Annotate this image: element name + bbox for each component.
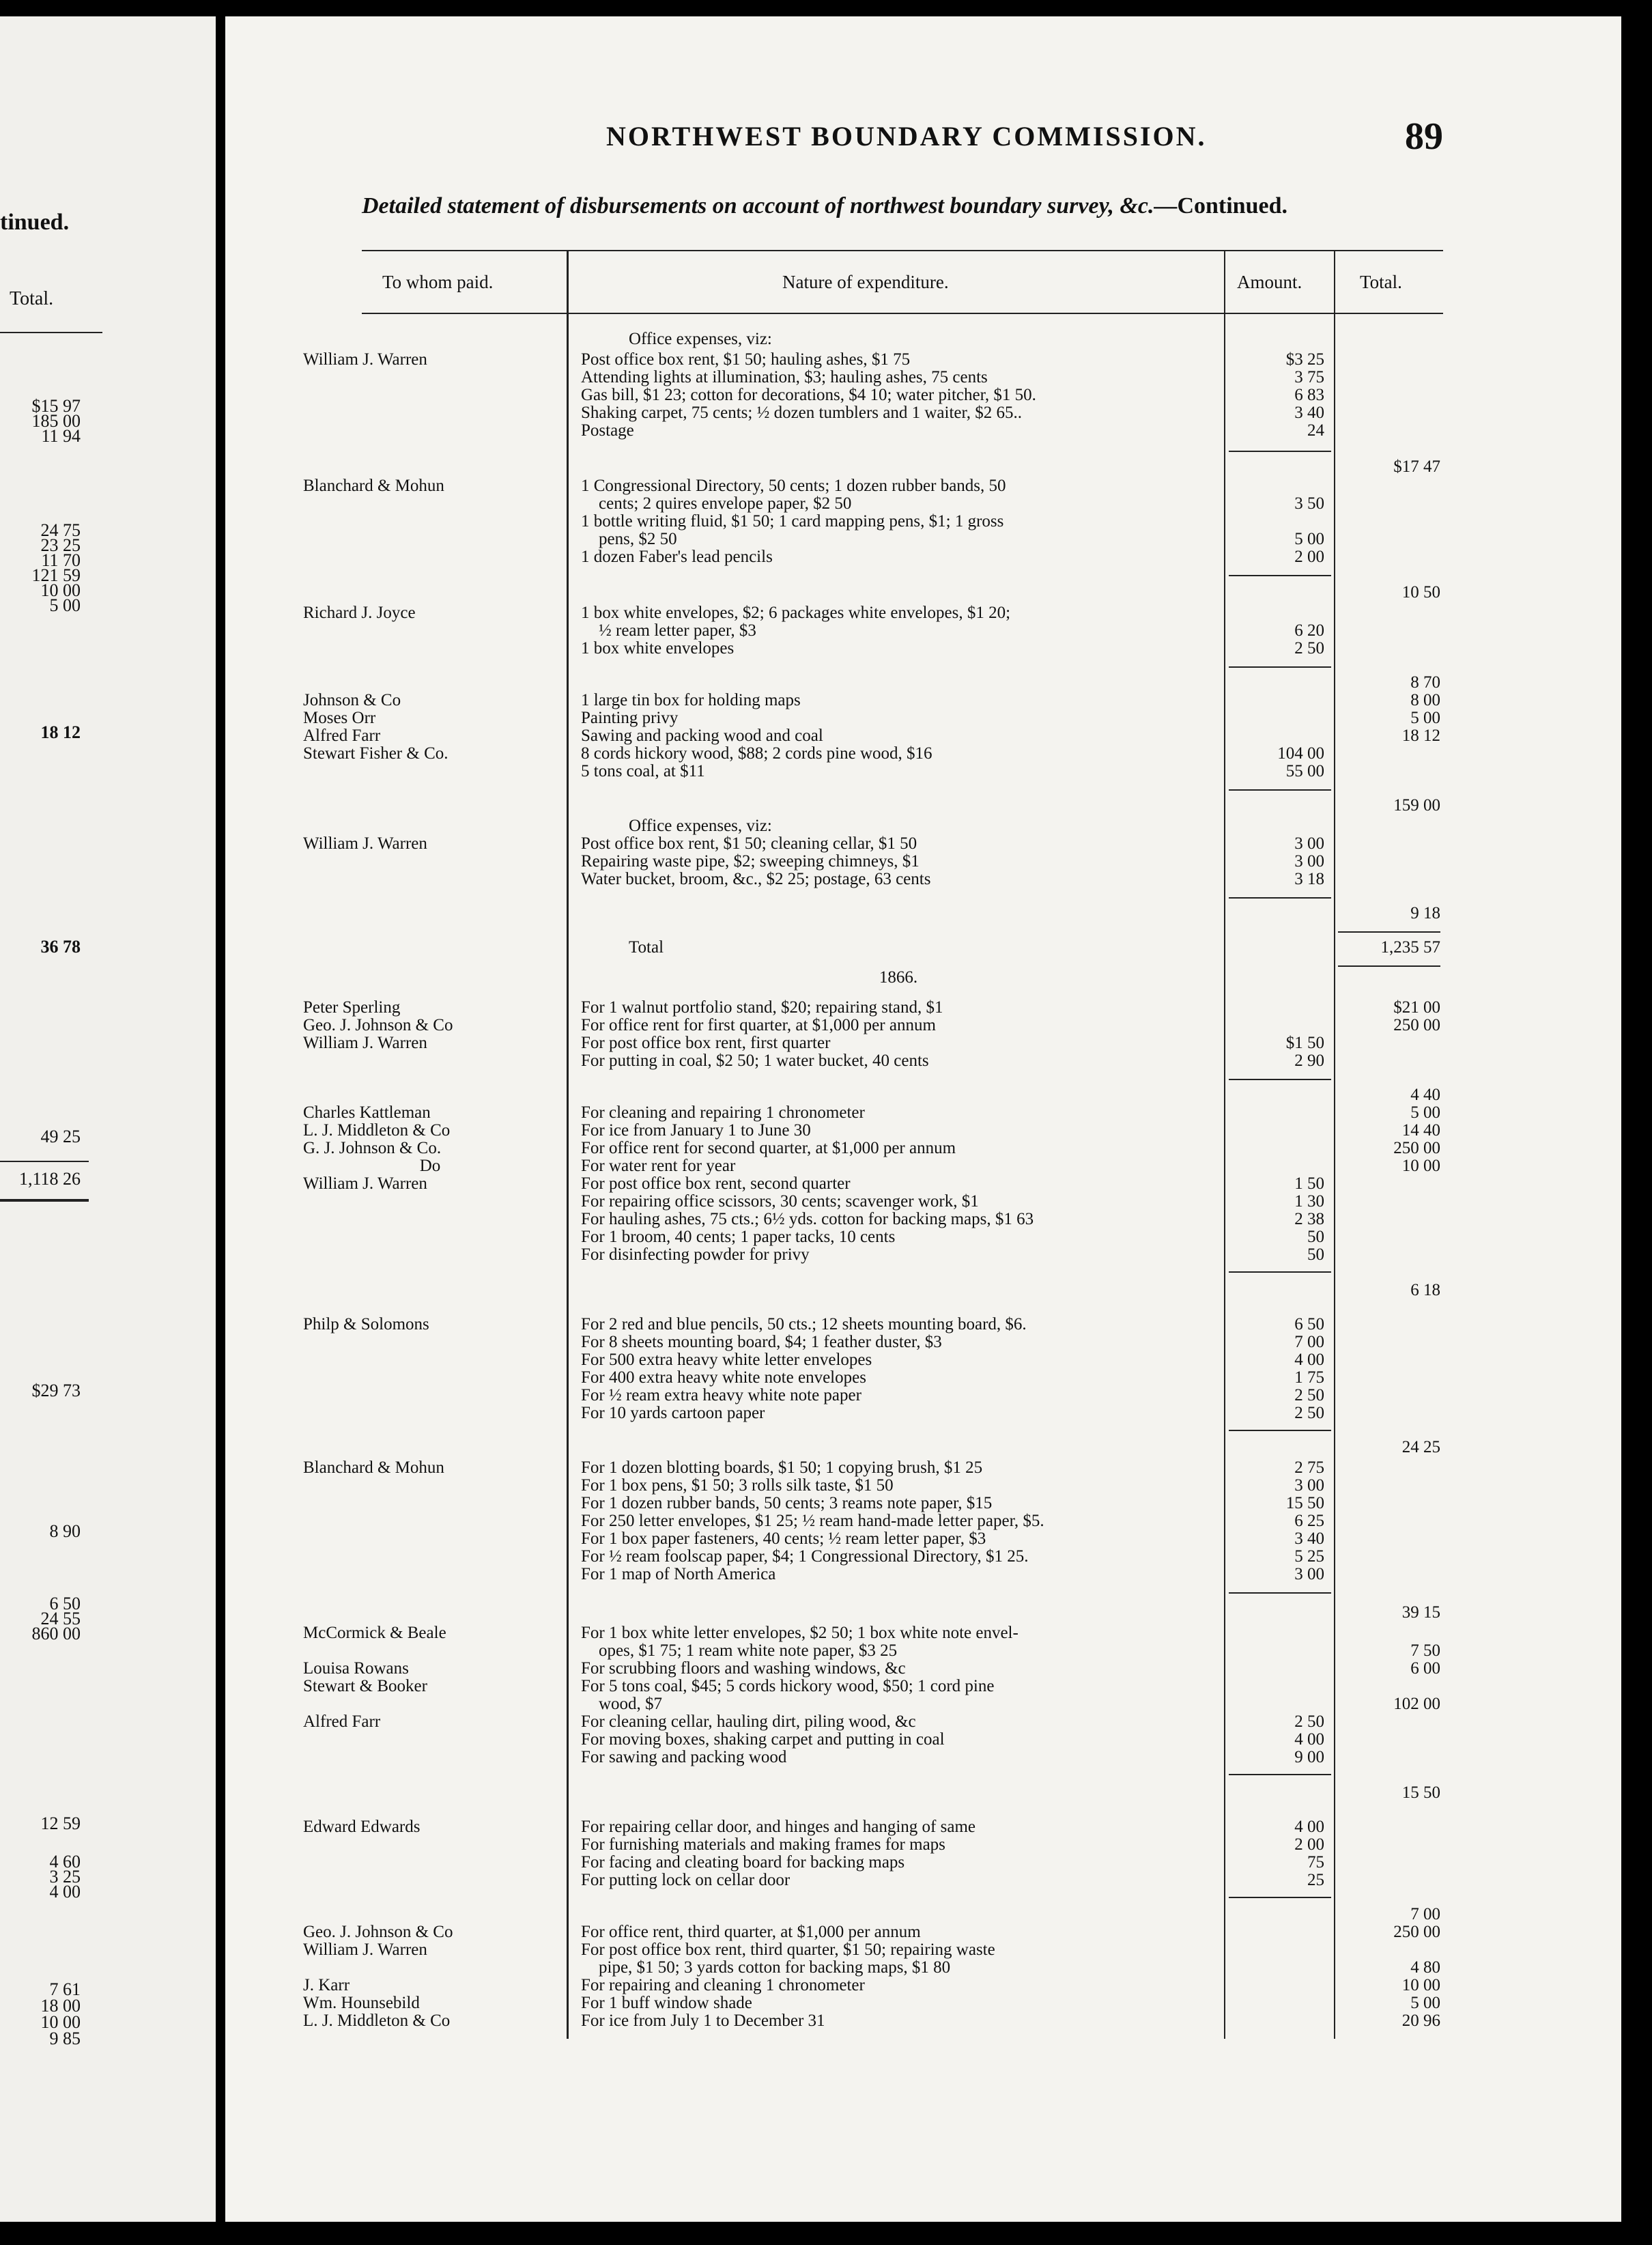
- row-nature: For water rent for year: [581, 1157, 736, 1175]
- row-payee: Edward Edwards: [303, 1818, 421, 1836]
- row-nature: For 8 sheets mounting board, $4; 1 feather duster, $3: [581, 1333, 942, 1351]
- row-nature: For office rent for first quarter, at $1,000 per annum: [581, 1016, 936, 1034]
- amount-subtotal-rule: [1229, 897, 1331, 899]
- row-amount: 3 50: [1294, 494, 1324, 513]
- row-nature: Shaking carpet, 75 cents; ½ dozen tumblers and 1 waiter, $2 65..: [581, 404, 1023, 422]
- previous-page-total-value: 4 00: [49, 1882, 81, 1902]
- row-payee: J. Karr: [303, 1976, 350, 1994]
- row-amount: 2 90: [1294, 1051, 1324, 1070]
- row-nature: Gas bill, $1 23; cotton for decorations, $4 10; water pitcher, $1 50.: [581, 386, 1036, 404]
- table-caption-text: Detailed statement of disbursements on account of northwest boundary survey, &c.—: [362, 193, 1178, 218]
- row-amount: 2 00: [1294, 548, 1324, 566]
- row-nature: For repairing cellar door, and hinges and hanging of same: [581, 1818, 975, 1836]
- row-total: 4 80: [1410, 1958, 1440, 1977]
- row-nature: 1 box white envelopes: [581, 639, 735, 658]
- row-payee: Alfred Farr: [303, 1712, 381, 1731]
- row-total: 5 00: [1410, 709, 1440, 727]
- row-payee: Do: [419, 1157, 441, 1175]
- row-total: 39 15: [1401, 1603, 1440, 1622]
- row-nature: 1 box white envelopes, $2; 6 packages white envelopes, $1 20;: [581, 604, 1011, 622]
- row-amount: 50: [1307, 1245, 1324, 1264]
- row-total: 250 00: [1393, 1016, 1440, 1034]
- row-total: 20 96: [1401, 2011, 1440, 2030]
- row-nature: Office expenses, viz:: [629, 330, 772, 348]
- row-nature: For 400 extra heavy white note envelopes: [581, 1368, 866, 1387]
- previous-page-total-value: $15 97: [31, 396, 81, 416]
- row-nature: Office expenses, viz:: [629, 817, 772, 835]
- previous-page-total-value: $29 73: [31, 1381, 81, 1400]
- row-amount: 5 00: [1294, 530, 1324, 548]
- total-rule: [1338, 931, 1440, 933]
- row-amount: 75: [1307, 1853, 1324, 1872]
- amount-subtotal-rule: [1229, 451, 1331, 452]
- amount-subtotal-rule: [1229, 1430, 1331, 1431]
- row-nature: For hauling ashes, 75 cts.; 6½ yds. cotton for backing maps, $1 63: [581, 1210, 1034, 1228]
- previous-page-total-value: 10 00: [40, 580, 81, 600]
- previous-page-total-header: Total.: [10, 288, 54, 309]
- row-nature: For 2 red and blue pencils, 50 cts.; 12 sheets mounting board, $6.: [581, 1315, 1027, 1333]
- row-payee: William J. Warren: [303, 1174, 427, 1193]
- row-nature: For 1 box paper fasteners, 40 cents; ½ ream letter paper, $3: [581, 1529, 986, 1548]
- row-total: 159 00: [1393, 796, 1440, 815]
- previous-page-total-value: 1,118 26: [18, 1169, 81, 1189]
- row-nature: For 1 broom, 40 cents; 1 paper tacks, 10 cents: [581, 1228, 896, 1246]
- previous-page-total-value: 185 00: [31, 411, 81, 431]
- table-caption: [362, 193, 1287, 219]
- running-header: NORTHWEST BOUNDARY COMMISSION.: [606, 121, 1207, 152]
- previous-page-total-value: 18 00: [40, 1996, 81, 2016]
- column-divider-nature: [1224, 250, 1225, 2039]
- row-payee: L. J. Middleton & Co: [303, 1121, 451, 1140]
- row-nature: For 250 letter envelopes, $1 25; ½ ream hand-made letter paper, $5.: [581, 1512, 1044, 1530]
- amount-subtotal-rule: [1229, 789, 1331, 791]
- previous-page-total-value: 7 61: [49, 1979, 81, 1999]
- row-nature: For 1 box pens, $1 50; 3 rolls silk taste, $1 50: [581, 1476, 894, 1495]
- table-header-rule: [362, 313, 1443, 314]
- row-amount: 7 00: [1294, 1333, 1324, 1351]
- row-amount: 2 50: [1294, 1404, 1324, 1422]
- row-amount: $1 50: [1285, 1034, 1324, 1052]
- row-payee: Louisa Rowans: [303, 1659, 409, 1678]
- row-nature: pipe, $1 50; 3 yards cotton for backing maps, $1 80: [599, 1958, 951, 1977]
- table-caption-continued: Continued.: [1177, 193, 1288, 218]
- row-total: 9 18: [1410, 904, 1440, 922]
- row-total: 24 25: [1401, 1438, 1440, 1456]
- row-nature: Post office box rent, $1 50; cleaning cellar, $1 50: [581, 834, 917, 853]
- row-amount: 2 00: [1294, 1835, 1324, 1854]
- row-nature: For disinfecting powder for privy: [581, 1245, 810, 1264]
- previous-page-total-value: 36 78: [40, 937, 81, 957]
- row-total: 14 40: [1401, 1121, 1440, 1140]
- row-amount: 55 00: [1285, 762, 1324, 780]
- row-amount: 2 38: [1294, 1210, 1324, 1228]
- row-nature: For putting lock on cellar door: [581, 1871, 791, 1889]
- previous-page-total-value: 11 70: [41, 550, 81, 570]
- row-nature: For 1 map of North America: [581, 1565, 776, 1583]
- row-nature: For post office box rent, first quarter: [581, 1034, 831, 1052]
- row-amount: 3 00: [1294, 852, 1324, 871]
- amount-subtotal-rule: [1229, 575, 1331, 576]
- row-nature: For office rent for second quarter, at $1,000 per annum: [581, 1139, 956, 1157]
- row-amount: 6 25: [1294, 1512, 1324, 1530]
- row-nature: For furnishing materials and making frames for maps: [581, 1835, 945, 1854]
- row-total: 6 18: [1410, 1281, 1440, 1299]
- row-amount: 3 00: [1294, 1476, 1324, 1495]
- row-nature: 8 cords hickory wood, $88; 2 cords pine wood, $16: [581, 744, 932, 763]
- row-nature: 1 Congressional Directory, 50 cents; 1 dozen rubber bands, 50: [581, 477, 1006, 495]
- row-payee: William J. Warren: [303, 1940, 427, 1959]
- grand-total-label: Total: [629, 938, 664, 957]
- previous-page-rule: [0, 1161, 89, 1162]
- column-header-nature: Nature of expenditure.: [782, 272, 949, 292]
- row-amount: 104 00: [1277, 744, 1324, 763]
- row-amount: 3 75: [1294, 368, 1324, 386]
- row-nature: For 1 dozen blotting boards, $1 50; 1 copying brush, $1 25: [581, 1458, 983, 1477]
- amount-subtotal-rule: [1229, 1897, 1331, 1898]
- previous-page-total-value: 6 50: [49, 1594, 81, 1613]
- previous-page-total-value: 3 25: [49, 1867, 81, 1887]
- row-payee: L. J. Middleton & Co: [303, 2011, 451, 2030]
- row-payee: Wm. Hounsebild: [303, 1994, 420, 2012]
- amount-subtotal-rule: [1229, 1774, 1331, 1775]
- amount-subtotal-rule: [1229, 1592, 1331, 1594]
- row-amount: 4 00: [1294, 1351, 1324, 1369]
- row-total: 4 40: [1410, 1086, 1440, 1104]
- row-amount: 2 50: [1294, 1712, 1324, 1731]
- row-payee: Stewart & Booker: [303, 1677, 427, 1695]
- row-total: 5 00: [1410, 1103, 1440, 1122]
- previous-page-total-value: 121 59: [31, 565, 81, 585]
- row-total: 250 00: [1393, 1923, 1440, 1941]
- row-payee: Johnson & Co: [303, 691, 401, 709]
- row-payee: Alfred Farr: [303, 726, 381, 745]
- book-gutter: [216, 0, 225, 2245]
- row-payee: McCormick & Beale: [303, 1624, 446, 1642]
- year-heading: 1866.: [879, 968, 918, 987]
- row-nature: Repairing waste pipe, $2; sweeping chimneys, $1: [581, 852, 920, 871]
- row-amount: 3 00: [1294, 1565, 1324, 1583]
- row-amount: 2 75: [1294, 1458, 1324, 1477]
- table-top-rule: [362, 250, 1443, 251]
- column-divider-payee: [567, 250, 569, 2039]
- row-nature: For putting in coal, $2 50; 1 water bucket, 40 cents: [581, 1051, 929, 1070]
- row-nature: For 1 buff window shade: [581, 1994, 752, 2012]
- row-payee: Stewart Fisher & Co.: [303, 744, 448, 763]
- row-amount: 25: [1307, 1871, 1324, 1889]
- row-amount: 1 30: [1294, 1192, 1324, 1211]
- previous-page-total-value: 18 12: [40, 722, 81, 742]
- previous-page-total-value: 24 55: [40, 1609, 81, 1628]
- row-amount: 3 40: [1294, 404, 1324, 422]
- row-amount: 4 00: [1294, 1818, 1324, 1836]
- previous-page-double-rule: [0, 1199, 89, 1202]
- row-payee: Blanchard & Mohun: [303, 1458, 444, 1477]
- previous-page-fragment: [0, 16, 216, 2222]
- row-amount: 9 00: [1294, 1748, 1324, 1766]
- row-total: 5 00: [1410, 1994, 1440, 2012]
- page-edge: [1621, 0, 1652, 2245]
- amount-subtotal-rule: [1229, 666, 1331, 668]
- previous-page-total-value: 8 90: [49, 1521, 81, 1541]
- row-nature: For cleaning cellar, hauling dirt, piling wood, &c: [581, 1712, 916, 1731]
- row-total: 15 50: [1401, 1783, 1440, 1802]
- row-total: 18 12: [1401, 726, 1440, 745]
- row-payee: Charles Kattleman: [303, 1103, 431, 1122]
- row-nature: For ice from January 1 to June 30: [581, 1121, 811, 1140]
- row-nature: For 10 yards cartoon paper: [581, 1404, 765, 1422]
- row-amount: 2 50: [1294, 639, 1324, 658]
- column-divider-amount: [1334, 250, 1335, 2039]
- row-amount: 50: [1307, 1228, 1324, 1246]
- row-nature: For 5 tons coal, $45; 5 cords hickory wood, $50; 1 cord pine: [581, 1677, 995, 1695]
- row-amount: 5 25: [1294, 1547, 1324, 1566]
- row-amount: 6 83: [1294, 386, 1324, 404]
- amount-subtotal-rule: [1229, 1271, 1331, 1273]
- row-amount: 1 75: [1294, 1368, 1324, 1387]
- row-payee: William J. Warren: [303, 1034, 427, 1052]
- row-nature: For 1 walnut portfolio stand, $20; repairing stand, $1: [581, 998, 943, 1017]
- row-total: $21 00: [1393, 998, 1440, 1017]
- row-payee: G. J. Johnson & Co.: [303, 1139, 442, 1157]
- row-nature: For office rent, third quarter, at $1,000 per annum: [581, 1923, 921, 1941]
- row-nature: For post office box rent, second quarter: [581, 1174, 851, 1193]
- row-payee: Moses Orr: [303, 709, 376, 727]
- grand-total-value: 1,235 57: [1380, 938, 1440, 957]
- row-nature: 1 dozen Faber's lead pencils: [581, 548, 773, 566]
- row-nature: For 1 box white letter envelopes, $2 50; 1 box white note envel-: [581, 1624, 1019, 1642]
- row-nature: Attending lights at illumination, $3; hauling ashes, 75 cents: [581, 368, 988, 386]
- row-amount: 15 50: [1285, 1494, 1324, 1512]
- row-payee: Richard J. Joyce: [303, 604, 416, 622]
- row-nature: For repairing and cleaning 1 chronometer: [581, 1976, 865, 1994]
- row-amount: $3 25: [1285, 350, 1324, 369]
- previous-page-rule: [0, 332, 102, 333]
- previous-page-total-value: 4 60: [49, 1852, 81, 1872]
- row-nature: For ½ ream foolscap paper, $4; 1 Congressional Directory, $1 25.: [581, 1547, 1029, 1566]
- row-payee: Peter Sperling: [303, 998, 401, 1017]
- amount-subtotal-rule: [1229, 1079, 1331, 1080]
- previous-page-total-value: 11 94: [41, 426, 81, 446]
- row-payee: William J. Warren: [303, 834, 427, 853]
- row-amount: 4 00: [1294, 1730, 1324, 1749]
- row-total: 7 00: [1410, 1905, 1440, 1923]
- column-header-payee: To whom paid.: [382, 272, 494, 292]
- row-nature: cents; 2 quires envelope paper, $2 50: [599, 494, 852, 513]
- row-total: 7 50: [1410, 1641, 1440, 1660]
- row-total: 10 50: [1401, 583, 1440, 602]
- row-nature: ½ ream letter paper, $3: [599, 621, 756, 640]
- row-nature: For repairing office scissors, 30 cents; scavenger work, $1: [581, 1192, 979, 1211]
- total-rule: [1338, 965, 1440, 967]
- row-total: 250 00: [1393, 1139, 1440, 1157]
- row-amount: 24: [1307, 421, 1324, 440]
- row-total: 6 00: [1410, 1659, 1440, 1678]
- row-total: 10 00: [1401, 1157, 1440, 1175]
- row-nature: Sawing and packing wood and coal: [581, 726, 823, 745]
- previous-page-total-value: 49 25: [40, 1127, 81, 1146]
- row-total: 8 00: [1410, 691, 1440, 709]
- row-nature: For moving boxes, shaking carpet and putting in coal: [581, 1730, 945, 1749]
- previous-page-total-value: 24 75: [40, 520, 81, 540]
- row-nature: Painting privy: [581, 709, 679, 727]
- row-total: 8 70: [1410, 673, 1440, 692]
- row-nature: For facing and cleating board for backing maps: [581, 1853, 905, 1872]
- row-nature: For 1 dozen rubber bands, 50 cents; 3 reams note paper, $15: [581, 1494, 993, 1512]
- row-payee: Philp & Solomons: [303, 1315, 429, 1333]
- column-header-amount: Amount.: [1237, 272, 1302, 292]
- row-amount: 3 40: [1294, 1529, 1324, 1548]
- row-nature: For ½ ream extra heavy white note paper: [581, 1386, 861, 1404]
- row-nature: wood, $7: [599, 1695, 663, 1713]
- row-nature: For scrubbing floors and washing windows, &c: [581, 1659, 906, 1678]
- row-payee: Geo. J. Johnson & Co: [303, 1923, 453, 1941]
- row-amount: 3 00: [1294, 834, 1324, 853]
- row-total: 10 00: [1401, 1976, 1440, 1994]
- previous-page-heading: tinued.: [0, 210, 70, 235]
- previous-page-total-value: 9 85: [49, 2029, 81, 2048]
- row-nature: For ice from July 1 to December 31: [581, 2011, 825, 2030]
- row-payee: Geo. J. Johnson & Co: [303, 1016, 453, 1034]
- previous-page-total-value: 5 00: [49, 595, 81, 615]
- row-nature: opes, $1 75; 1 ream white note paper, $3 25: [599, 1641, 898, 1660]
- row-nature: Water bucket, broom, &c., $2 25; postage, 63 cents: [581, 870, 931, 888]
- row-amount: 6 50: [1294, 1315, 1324, 1333]
- row-nature: For 500 extra heavy white letter envelopes: [581, 1351, 872, 1369]
- row-nature: For sawing and packing wood: [581, 1748, 787, 1766]
- row-payee: Blanchard & Mohun: [303, 477, 444, 495]
- row-amount: 6 20: [1294, 621, 1324, 640]
- row-payee: William J. Warren: [303, 350, 427, 369]
- row-total: $17 47: [1393, 457, 1440, 476]
- previous-page-total-value: 12 59: [40, 1813, 81, 1833]
- row-nature: For post office box rent, third quarter, $1 50; repairing waste: [581, 1940, 995, 1959]
- row-amount: 1 50: [1294, 1174, 1324, 1193]
- page-number: 89: [1405, 115, 1443, 158]
- row-nature: 1 large tin box for holding maps: [581, 691, 801, 709]
- previous-page-total-value: 860 00: [31, 1624, 81, 1643]
- row-nature: For cleaning and repairing 1 chronometer: [581, 1103, 865, 1122]
- previous-page-total-value: 10 00: [40, 2012, 81, 2032]
- row-amount: 2 50: [1294, 1386, 1324, 1404]
- row-nature: 5 tons coal, at $11: [581, 762, 705, 780]
- row-nature: 1 bottle writing fluid, $1 50; 1 card mapping pens, $1; 1 gross: [581, 512, 1004, 531]
- row-amount: 3 18: [1294, 870, 1324, 888]
- previous-page-total-value: 23 25: [40, 535, 81, 555]
- row-total: 102 00: [1393, 1695, 1440, 1713]
- column-header-total: Total.: [1360, 272, 1402, 292]
- row-nature: Post office box rent, $1 50; hauling ashes, $1 75: [581, 350, 911, 369]
- row-nature: Postage: [581, 421, 634, 440]
- row-nature: pens, $2 50: [599, 530, 677, 548]
